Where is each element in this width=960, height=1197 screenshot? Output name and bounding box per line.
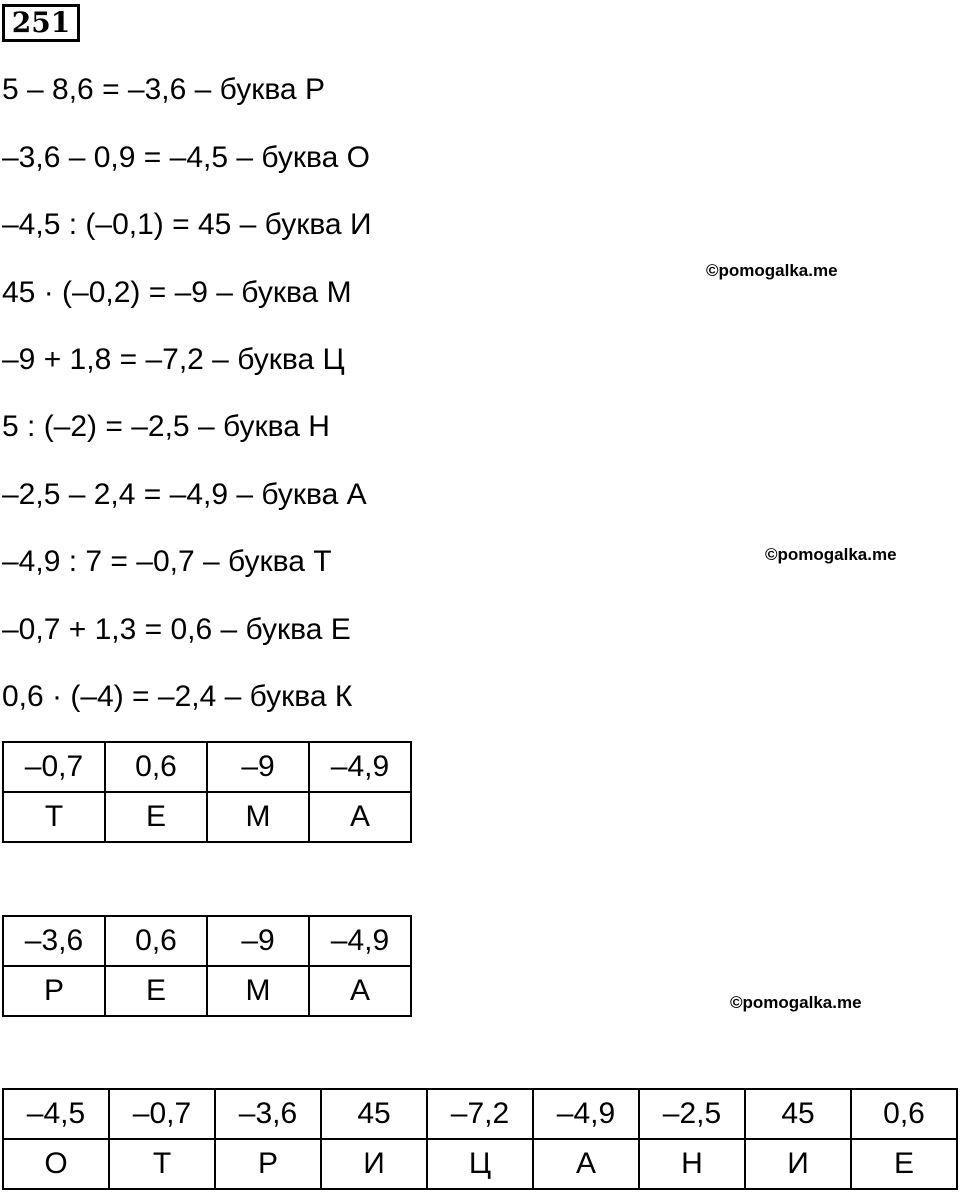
table-cell: Т [3, 792, 105, 842]
equation-line: 5 : (–2) = –2,5 – буква Н [2, 410, 330, 443]
equation-line: 45 · (–0,2) = –9 – буква М [2, 276, 352, 309]
table-row-letters [3, 966, 411, 1016]
table-cell: –4,9 [533, 1089, 639, 1139]
table-cell: 45 [321, 1089, 427, 1139]
table-row-letters [3, 1139, 957, 1189]
equation-line: 5 – 8,6 = –3,6 – буква Р [2, 73, 325, 106]
table-cell: –4,9 [309, 742, 411, 792]
watermark: ©pomogalka.me [765, 545, 897, 564]
table-cell: А [533, 1139, 639, 1189]
table-cell: О [3, 1139, 109, 1189]
table-cell: –7,2 [427, 1089, 533, 1139]
table-cell: Н [639, 1139, 745, 1189]
equation-line: 0,6 · (–4) = –2,4 – буква К [2, 680, 353, 713]
table-cell: Р [3, 966, 105, 1016]
table-cell: –3,6 [3, 916, 105, 966]
equation-line: –2,5 – 2,4 = –4,9 – буква А [2, 478, 367, 511]
table-cell: –0,7 [109, 1089, 215, 1139]
table-cell: –9 [207, 916, 309, 966]
table-cell: –3,6 [215, 1089, 321, 1139]
table-cell: Е [851, 1139, 957, 1189]
equation-line: –3,6 – 0,9 = –4,5 – буква О [2, 141, 370, 174]
answer-table-rema [2, 915, 412, 1017]
equation-line: –4,5 : (–0,1) = 45 – буква И [2, 208, 372, 241]
watermark: ©pomogalka.me [730, 993, 862, 1012]
table-cell: –0,7 [3, 742, 105, 792]
table-cell: 45 [745, 1089, 851, 1139]
equation-line: –4,9 : 7 = –0,7 – буква Т [2, 545, 332, 578]
table-row-letters [3, 792, 411, 842]
table-cell: А [309, 966, 411, 1016]
table-row-numbers [3, 1089, 957, 1139]
equation-line: –9 + 1,8 = –7,2 – буква Ц [2, 343, 345, 376]
table-cell: И [321, 1139, 427, 1189]
table-cell: Т [109, 1139, 215, 1189]
table-cell: –9 [207, 742, 309, 792]
table-cell: –4,5 [3, 1089, 109, 1139]
equation-line: –0,7 + 1,3 = 0,6 – буква Е [2, 613, 351, 646]
table-cell: Ц [427, 1139, 533, 1189]
table-cell: 0,6 [105, 916, 207, 966]
table-cell: Е [105, 966, 207, 1016]
table-cell: –4,9 [309, 916, 411, 966]
table-cell: М [207, 966, 309, 1016]
table-row-numbers [3, 916, 411, 966]
table-cell: Е [105, 792, 207, 842]
table-cell: Р [215, 1139, 321, 1189]
table-cell: 0,6 [105, 742, 207, 792]
watermark: ©pomogalka.me [706, 261, 838, 280]
task-number: 251 [2, 4, 80, 42]
table-cell: М [207, 792, 309, 842]
table-cell: –2,5 [639, 1089, 745, 1139]
table-row-numbers [3, 742, 411, 792]
table-cell: 0,6 [851, 1089, 957, 1139]
answer-table-otricanie [2, 1088, 958, 1190]
table-cell: И [745, 1139, 851, 1189]
table-cell: А [309, 792, 411, 842]
answer-table-tema [2, 741, 412, 843]
